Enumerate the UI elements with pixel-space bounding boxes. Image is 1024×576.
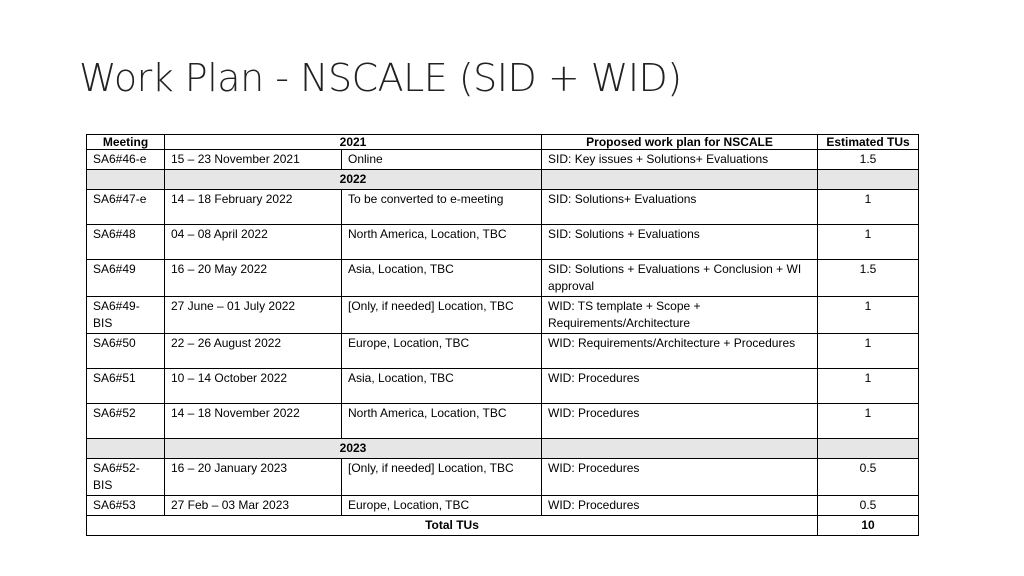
tus-cell: 1 — [818, 190, 919, 225]
table-header-row — [87, 135, 919, 150]
location-cell: Online — [342, 150, 542, 170]
plan-cell: WID: Procedures — [542, 369, 818, 404]
tus-cell: 1.5 — [818, 260, 919, 297]
tus-cell: 1 — [818, 404, 919, 439]
total-value: 10 — [818, 516, 919, 536]
header-meeting: Meeting — [87, 135, 165, 150]
dates-cell: 27 Feb – 03 Mar 2023 — [165, 496, 342, 516]
tus-cell: 1 — [818, 297, 919, 334]
year-separator-2023 — [87, 439, 919, 459]
meeting-cell: SA6#50 — [87, 334, 165, 369]
dates-cell: 27 June – 01 July 2022 — [165, 297, 342, 334]
table-row — [87, 459, 919, 496]
location-cell: Europe, Location, TBC — [342, 496, 542, 516]
header-plan: Proposed work plan for NSCALE — [542, 135, 818, 150]
work-plan-table — [86, 134, 919, 536]
meeting-cell: SA6#48 — [87, 225, 165, 260]
table-row — [87, 190, 919, 225]
location-cell: Asia, Location, TBC — [342, 260, 542, 297]
table-row — [87, 369, 919, 404]
meeting-cell: SA6#49-BIS — [87, 297, 165, 334]
location-cell: Asia, Location, TBC — [342, 369, 542, 404]
plan-cell: WID: Requirements/Architecture + Procedures — [542, 334, 818, 369]
location-cell: To be converted to e-meeting — [342, 190, 542, 225]
year-label-2022: 2022 — [165, 170, 542, 190]
slide-title: Work Plan - NSCALE (SID + WID) — [79, 56, 682, 100]
dates-cell: 16 – 20 January 2023 — [165, 459, 342, 496]
location-cell: North America, Location, TBC — [342, 225, 542, 260]
header-tus: Estimated TUs — [818, 135, 919, 150]
meeting-cell: SA6#47-e — [87, 190, 165, 225]
plan-cell: SID: Key issues + Solutions+ Evaluations — [542, 150, 818, 170]
year-label-2023: 2023 — [165, 439, 542, 459]
meeting-cell: SA6#51 — [87, 369, 165, 404]
plan-cell: WID: TS template + Scope + Requirements/Architecture — [542, 297, 818, 334]
dates-cell: 14 – 18 February 2022 — [165, 190, 342, 225]
tus-cell: 1 — [818, 334, 919, 369]
dates-cell: 14 – 18 November 2022 — [165, 404, 342, 439]
dates-cell: 15 – 23 November 2021 — [165, 150, 342, 170]
plan-cell: WID: Procedures — [542, 404, 818, 439]
meeting-cell: SA6#53 — [87, 496, 165, 516]
location-cell: [Only, if needed] Location, TBC — [342, 297, 542, 334]
total-row — [87, 516, 919, 536]
meeting-cell: SA6#46-e — [87, 150, 165, 170]
total-label: Total TUs — [87, 516, 818, 536]
plan-cell: SID: Solutions + Evaluations — [542, 225, 818, 260]
meeting-cell: SA6#49 — [87, 260, 165, 297]
dates-cell: 16 – 20 May 2022 — [165, 260, 342, 297]
table-row — [87, 260, 919, 297]
tus-cell: 0.5 — [818, 496, 919, 516]
location-cell: Europe, Location, TBC — [342, 334, 542, 369]
table-row — [87, 334, 919, 369]
tus-cell: 0.5 — [818, 459, 919, 496]
meeting-cell: SA6#52 — [87, 404, 165, 439]
tus-cell: 1 — [818, 369, 919, 404]
location-cell: [Only, if needed] Location, TBC — [342, 459, 542, 496]
dates-cell: 10 – 14 October 2022 — [165, 369, 342, 404]
dates-cell: 22 – 26 August 2022 — [165, 334, 342, 369]
plan-cell: SID: Solutions + Evaluations + Conclusion + WI approval — [542, 260, 818, 297]
table-row — [87, 150, 919, 170]
meeting-cell: SA6#52-BIS — [87, 459, 165, 496]
plan-cell: SID: Solutions+ Evaluations — [542, 190, 818, 225]
tus-cell: 1.5 — [818, 150, 919, 170]
year-separator-2022 — [87, 170, 919, 190]
dates-cell: 04 – 08 April 2022 — [165, 225, 342, 260]
table-row — [87, 225, 919, 260]
plan-cell: WID: Procedures — [542, 496, 818, 516]
table-row — [87, 496, 919, 516]
header-year-2021: 2021 — [165, 135, 542, 150]
plan-cell: WID: Procedures — [542, 459, 818, 496]
tus-cell: 1 — [818, 225, 919, 260]
table-row — [87, 297, 919, 334]
location-cell: North America, Location, TBC — [342, 404, 542, 439]
table-row — [87, 404, 919, 439]
